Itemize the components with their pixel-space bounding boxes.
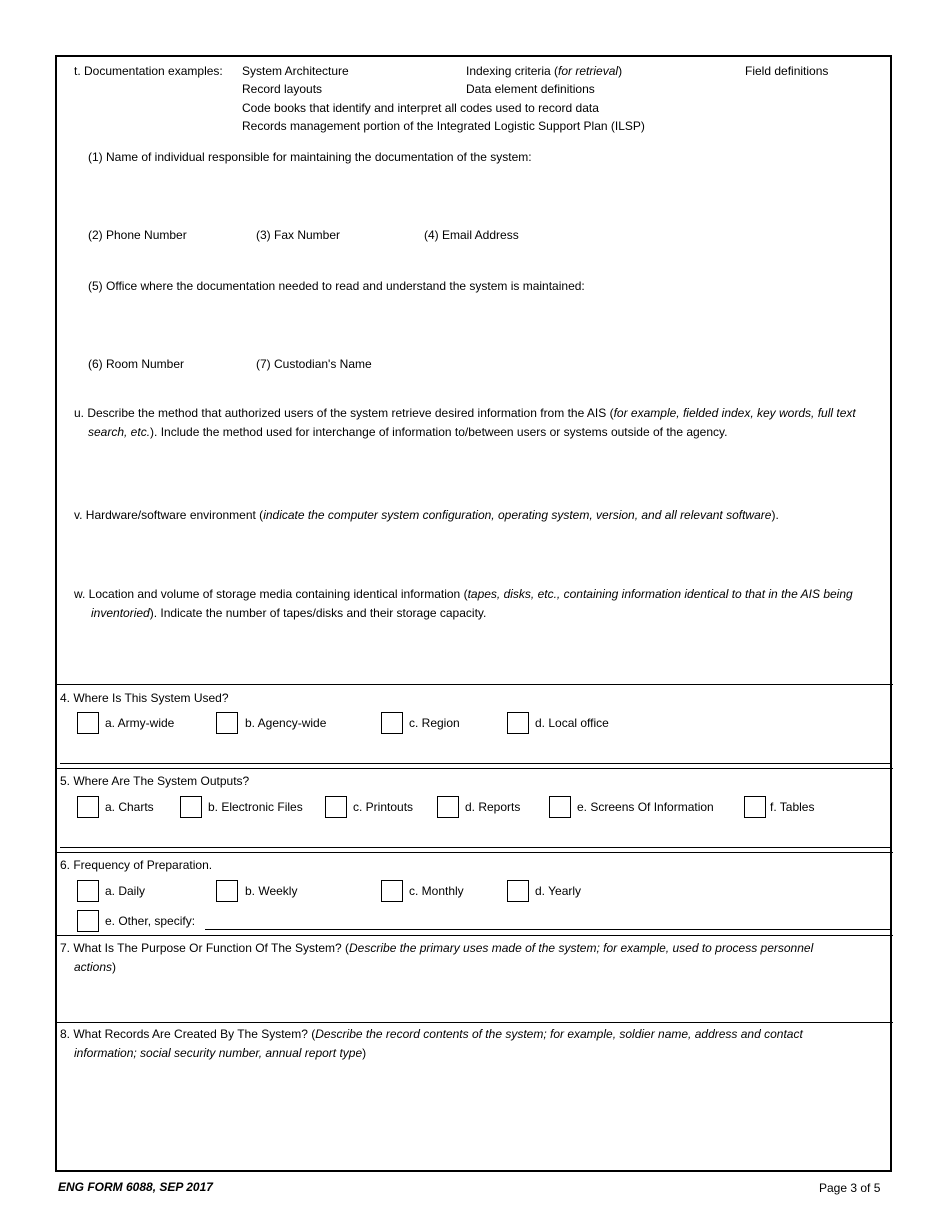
other-label: e. Other, specify: xyxy=(105,914,196,928)
army-wide-checkbox[interactable] xyxy=(77,712,99,734)
documentation-examples-label: t. Documentation examples: xyxy=(74,64,223,78)
screens-of-information-checkbox[interactable] xyxy=(549,796,571,818)
storage-media-question: w. Location and volume of storage media containing identical information (tapes, disks, etc., containing information identical to that in the AIS being xyxy=(74,587,853,601)
retrieval-method-question-cont: search, etc.). Include the method used for interchange of information to/between users or systems outside of the agency. xyxy=(88,425,728,439)
section-8-title: 8. What Records Are Created By The System? (Describe the record contents of the system; for example, soldier name, address and contact xyxy=(60,1027,803,1041)
printouts-label: c. Printouts xyxy=(353,800,414,814)
screens-of-information-label: e. Screens Of Information xyxy=(577,800,714,814)
example-code-books: Code books that identify and interpret all codes used to record data xyxy=(242,101,599,115)
monthly-checkbox[interactable] xyxy=(381,880,403,902)
fax-number-label: (3) Fax Number xyxy=(256,228,341,242)
documentation-office-label: (5) Office where the documentation needed to read and understand the system is maintained: xyxy=(88,279,585,293)
double-rule xyxy=(60,763,890,764)
local-office-checkbox[interactable] xyxy=(507,712,529,734)
double-rule xyxy=(60,847,890,848)
army-wide-label: a. Army-wide xyxy=(105,716,175,730)
yearly-label: d. Yearly xyxy=(535,884,582,898)
example-data-element-definitions: Data element definitions xyxy=(466,82,595,96)
section-divider xyxy=(56,852,893,853)
electronic-files-label: b. Electronic Files xyxy=(208,800,303,814)
section-7-title: 7. What Is The Purpose Or Function Of The System? (Describe the primary uses made of the system; for example, used to process personnel xyxy=(60,941,814,955)
section-divider xyxy=(56,1022,893,1023)
agency-wide-label: b. Agency-wide xyxy=(245,716,327,730)
section-divider xyxy=(56,768,893,769)
monthly-label: c. Monthly xyxy=(409,884,464,898)
agency-wide-checkbox[interactable] xyxy=(216,712,238,734)
retrieval-method-question: u. Describe the method that authorized users of the system retrieve desired information from the AIS (for example, fielded index, key words, full text xyxy=(74,406,856,420)
phone-number-label: (2) Phone Number xyxy=(88,228,187,242)
charts-checkbox[interactable] xyxy=(77,796,99,818)
example-field-definitions: Field definitions xyxy=(745,64,829,78)
region-label: c. Region xyxy=(409,716,460,730)
yearly-checkbox[interactable] xyxy=(507,880,529,902)
region-checkbox[interactable] xyxy=(381,712,403,734)
charts-label: a. Charts xyxy=(105,800,154,814)
section-divider xyxy=(56,935,893,936)
room-number-label: (6) Room Number xyxy=(88,357,185,371)
example-records-management: Records management portion of the Integrated Logistic Support Plan (ILSP) xyxy=(242,119,645,133)
responsible-individual-label: (1) Name of individual responsible for maintaining the documentation of the system: xyxy=(88,150,532,164)
weekly-label: b. Weekly xyxy=(245,884,298,898)
tables-label: f. Tables xyxy=(770,800,815,814)
daily-label: a. Daily xyxy=(105,884,146,898)
page-number: Page 3 of 5 xyxy=(819,1181,881,1195)
other-specify-field[interactable] xyxy=(205,929,890,930)
printouts-checkbox[interactable] xyxy=(325,796,347,818)
hardware-software-question: v. Hardware/software environment (indicate the computer system configuration, operating system, version, and all relevant software). xyxy=(74,508,779,522)
section-7-title-cont: actions) xyxy=(74,960,117,974)
tables-checkbox[interactable] xyxy=(744,796,766,818)
form-identifier: ENG FORM 6088, SEP 2017 xyxy=(58,1180,213,1194)
reports-checkbox[interactable] xyxy=(437,796,459,818)
local-office-label: d. Local office xyxy=(535,716,609,730)
reports-label: d. Reports xyxy=(465,800,521,814)
electronic-files-checkbox[interactable] xyxy=(180,796,202,818)
weekly-checkbox[interactable] xyxy=(216,880,238,902)
daily-checkbox[interactable] xyxy=(77,880,99,902)
section-divider xyxy=(56,684,893,685)
example-system-architecture: System Architecture xyxy=(242,64,349,78)
section-5-title: 5. Where Are The System Outputs? xyxy=(60,774,250,788)
other-checkbox[interactable] xyxy=(77,910,99,932)
example-record-layouts: Record layouts xyxy=(242,82,323,96)
email-address-label: (4) Email Address xyxy=(424,228,519,242)
storage-media-question-cont: inventoried). Indicate the number of tapes/disks and their storage capacity. xyxy=(91,606,487,620)
custodian-name-label: (7) Custodian's Name xyxy=(256,357,372,371)
example-indexing-criteria: Indexing criteria (for retrieval) xyxy=(466,64,623,78)
section-4-title: 4. Where Is This System Used? xyxy=(60,691,229,705)
section-6-title: 6. Frequency of Preparation. xyxy=(60,858,213,872)
section-8-title-cont: information; social security number, annual report type) xyxy=(74,1046,367,1060)
